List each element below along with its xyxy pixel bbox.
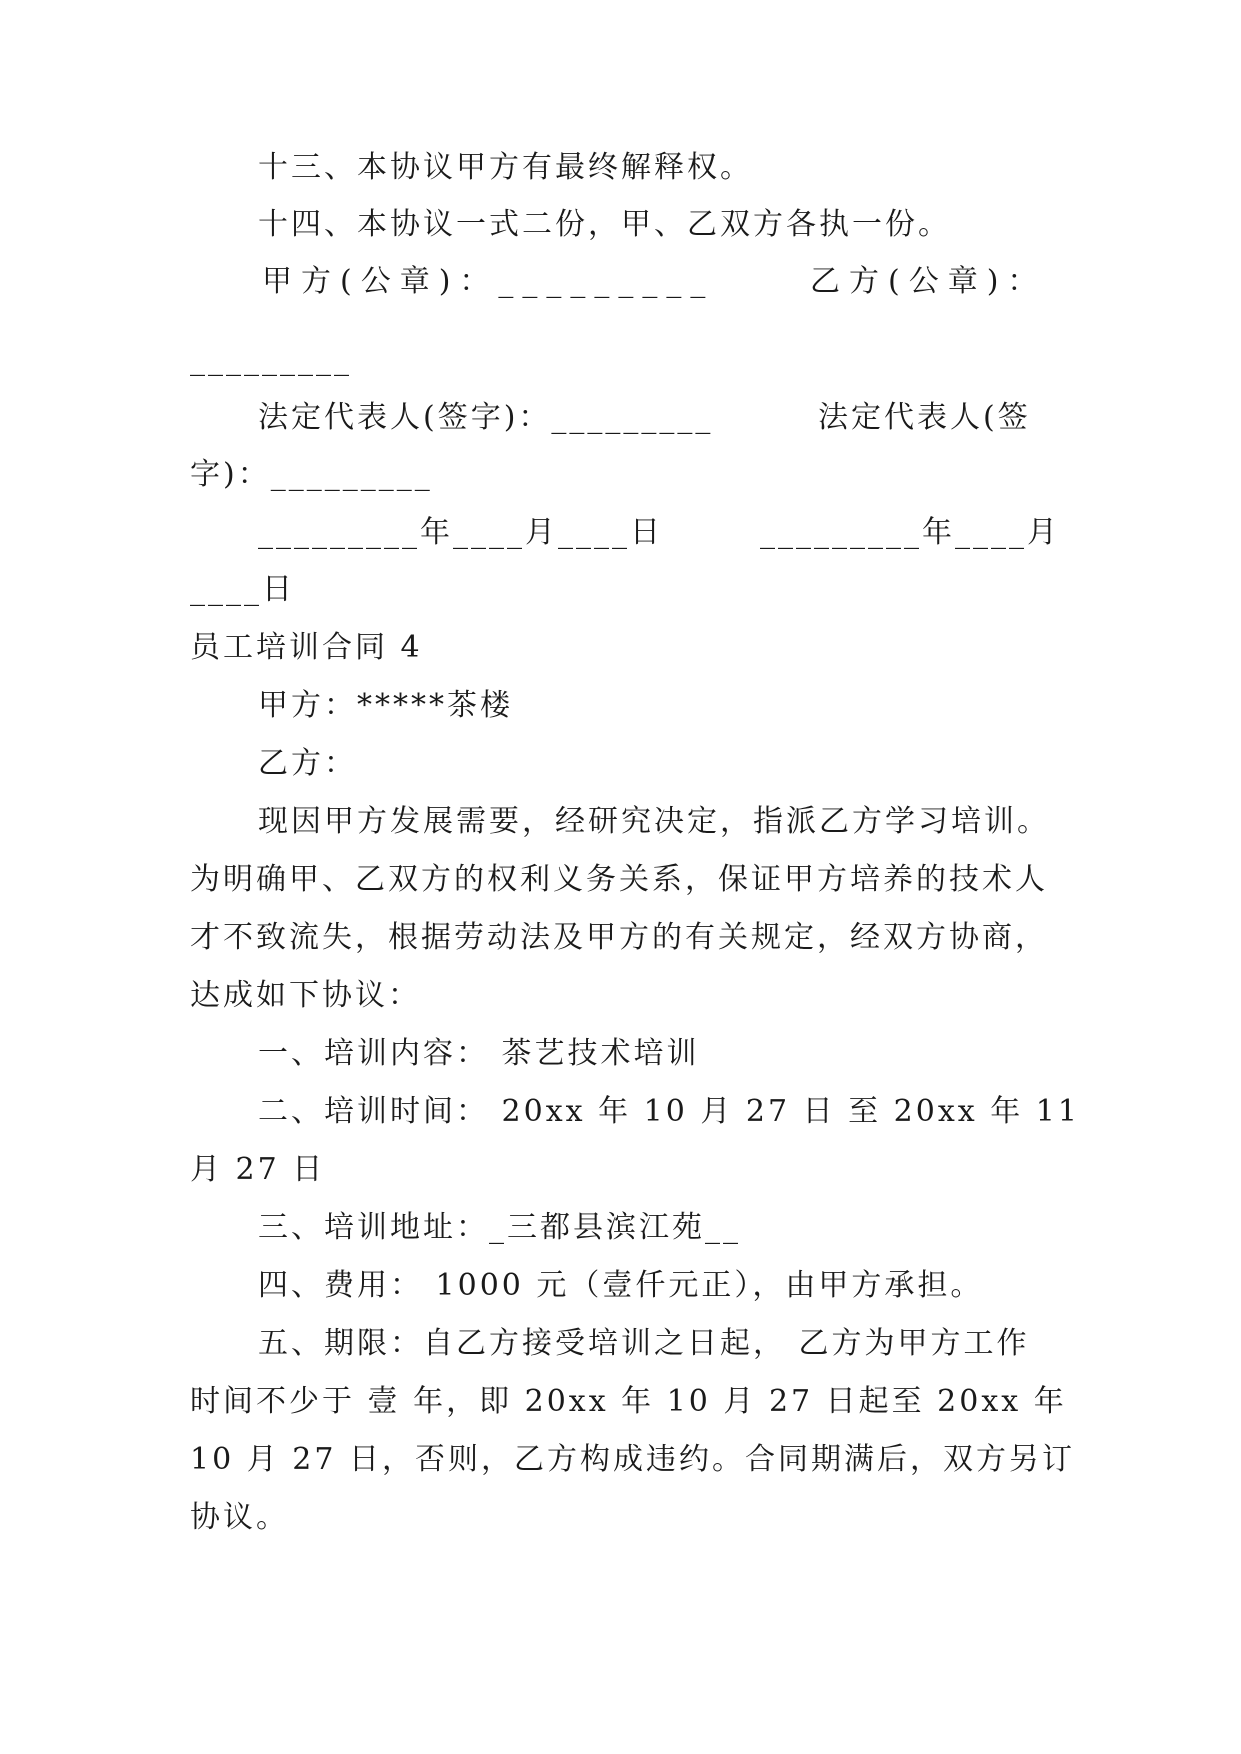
party-a: 甲方：*****茶楼: [258, 688, 513, 723]
rep-b-signature-end: 字)：_________: [190, 457, 433, 492]
party-a-seal: 甲方(公章)：_________: [262, 264, 715, 299]
item-1: 一、培训内容： 茶艺技术培训: [258, 1036, 700, 1071]
item-5-cont: 10 月 27 日，否则，乙方构成违约。合同期满后，双方另订: [190, 1442, 1075, 1477]
date-b-start: _________年____月: [760, 515, 1060, 550]
item-2: 二、培训时间： 20xx 年 10 月 27 日 至 20xx 年 11: [258, 1094, 1080, 1129]
item-4: 四、费用： 1000 元（壹仟元正），由甲方承担。: [258, 1268, 984, 1303]
preamble-line: 为明确甲、乙双方的权利义务关系，保证甲方培养的技术人: [190, 862, 1048, 897]
contract-title: 员工培训合同 4: [190, 630, 423, 665]
clause-13: 十三、本协议甲方有最终解释权。: [258, 150, 753, 185]
preamble-line: 才不致流失，根据劳动法及甲方的有关规定，经双方协商，: [190, 920, 1048, 955]
date-b-end: ____日: [190, 572, 295, 607]
item-3: 三、培训地址：_三都县滨江苑__: [258, 1210, 741, 1245]
party-b: 乙方：: [258, 746, 357, 781]
party-b-seal-blank: _________: [190, 342, 352, 377]
item-2-cont: 月 27 日: [190, 1152, 326, 1187]
rep-b-signature-start: 法定代表人(签: [818, 400, 1031, 435]
party-b-seal: 乙方(公章)：: [810, 264, 1047, 299]
item-5-cont: 时间不少于 壹 年，即 20xx 年 10 月 27 日起至 20xx 年: [190, 1384, 1067, 1419]
date-a: _________年____月____日: [258, 515, 663, 550]
rep-a-signature: 法定代表人(签字)：_________: [258, 400, 714, 435]
preamble-line: 达成如下协议：: [190, 978, 421, 1013]
item-5: 五、期限：自乙方接受培训之日起， 乙方为甲方工作: [258, 1326, 1030, 1361]
clause-14: 十四、本协议一式二份，甲、乙双方各执一份。: [258, 207, 951, 242]
item-5-cont: 协议。: [190, 1500, 289, 1535]
preamble-line: 现因甲方发展需要，经研究决定，指派乙方学习培训。: [258, 804, 1050, 839]
